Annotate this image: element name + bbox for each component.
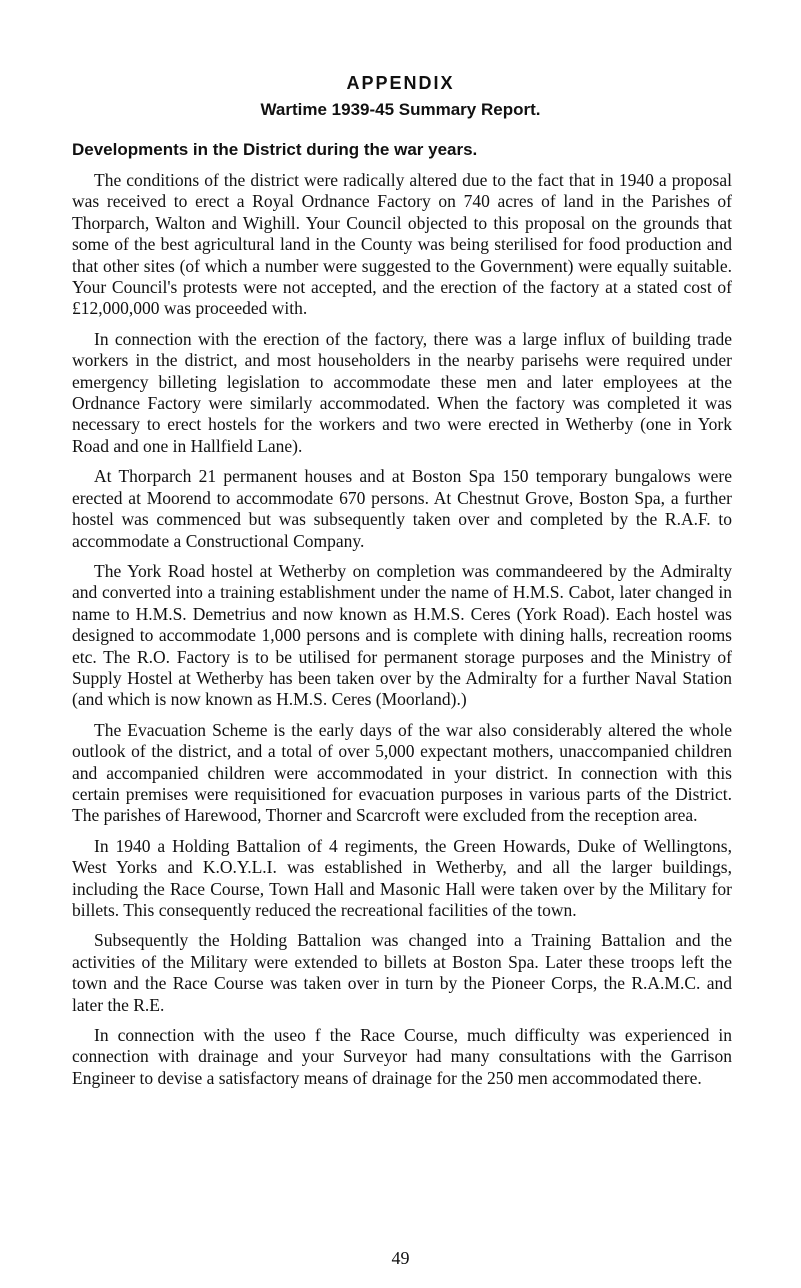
paragraph: In connection with the erection of the factory, there was a large influx of building trade workers in the district, and most householders in the nearby parisehs were required under emergency billeting legislation to accommodate these men and later employees at the Ordnance Factory were similarly accommodated. When the factory was completed it was necessary to erect hostels for the workers and two were erected in Wetherby (one in York Road and one in Hallfield Lane). (72, 328, 732, 456)
page-number: 49 (391, 1248, 410, 1268)
paragraph: The conditions of the district were radically altered due to the fact that in 1940 a proposal was received to erect a Royal Ordnance Factory on 740 acres of land in the Parishes of Thorparch, Walton and Wighill. Your Council objected to this proposal on the grounds that some of the best agricultural land in the County was being sterilised for food production and that other sites (of which a number were suggested to the Government) were equally suitable. Your Council's protests were not accepted, and the erection of the factory at a stated cost of £12,000,000 was proceeded with. (72, 170, 732, 319)
paragraph: At Thorparch 21 permanent houses and at Boston Spa 150 temporary bungalows were erected at Moorend to accommodate 670 persons. At Chestnut Grove, Boston Spa, a further hostel was commenced but was subsequently taken over and completed by the R.A.F. to accommodate a Constructional Company. (72, 466, 732, 551)
paragraph: The Evacuation Scheme is the early days of the war also considerably altered the whole outlook of the district, and a total of over 5,000 expectant mothers, unaccompanied children and accompanied children were accommodated in your district. In connection with this certain premises were requisitioned for evacuation purposes in various parts of the District. The parishes of Harewood, Thorner and Scarcroft were excluded from the reception area. (72, 719, 732, 826)
body-text (72, 170, 732, 1098)
appendix-title: APPENDIX (346, 73, 455, 93)
paragraph: In 1940 a Holding Battalion of 4 regiments, the Green Howards, Duke of Wellingtons, West Yorks and K.O.Y.L.I. was established in Wetherby, and all the larger buildings, including the Race Course, Town Hall and Masonic Hall were taken over by the Military for billets. This consequently reduced the recreational facilities of the town. (72, 835, 732, 920)
paragraph: The York Road hostel at Wetherby on completion was commandeered by the Admiralty and converted into a training establishment under the name of H.M.S. Cabot, later changed in name to H.M.S. Demetrius and now known as H.M.S. Ceres (York Road). Each hostel was designed to accommodate 1,000 persons and is complete with dining halls, recreation rooms etc. The R.O. Factory is to be utilised for permanent storage purposes and the Ministry of Supply Hostel at Wetherby has been taken over by the Admiralty for a further Naval Station (and which is now known as H.M.S. Ceres (Moorland).) (72, 560, 732, 710)
paragraph: In connection with the useo f the Race Course, much difficulty was experienced in connection with drainage and your Surveyor had many consultations with the Garrison Engineer to devise a satisfactory means of drainage for the 250 men accommodated there. (72, 1025, 732, 1088)
report-subtitle: Wartime 1939-45 Summary Report. (260, 100, 541, 119)
section-heading: Developments in the District during the war years. (72, 140, 478, 159)
paragraph: Subsequently the Holding Battalion was changed into a Training Battalion and the activities of the Military were extended to billets at Boston Spa. Later these troops left the town and the Race Course was taken over in turn by the Pioneer Corps, the R.A.M.C. and later the R.E. (72, 930, 732, 1015)
